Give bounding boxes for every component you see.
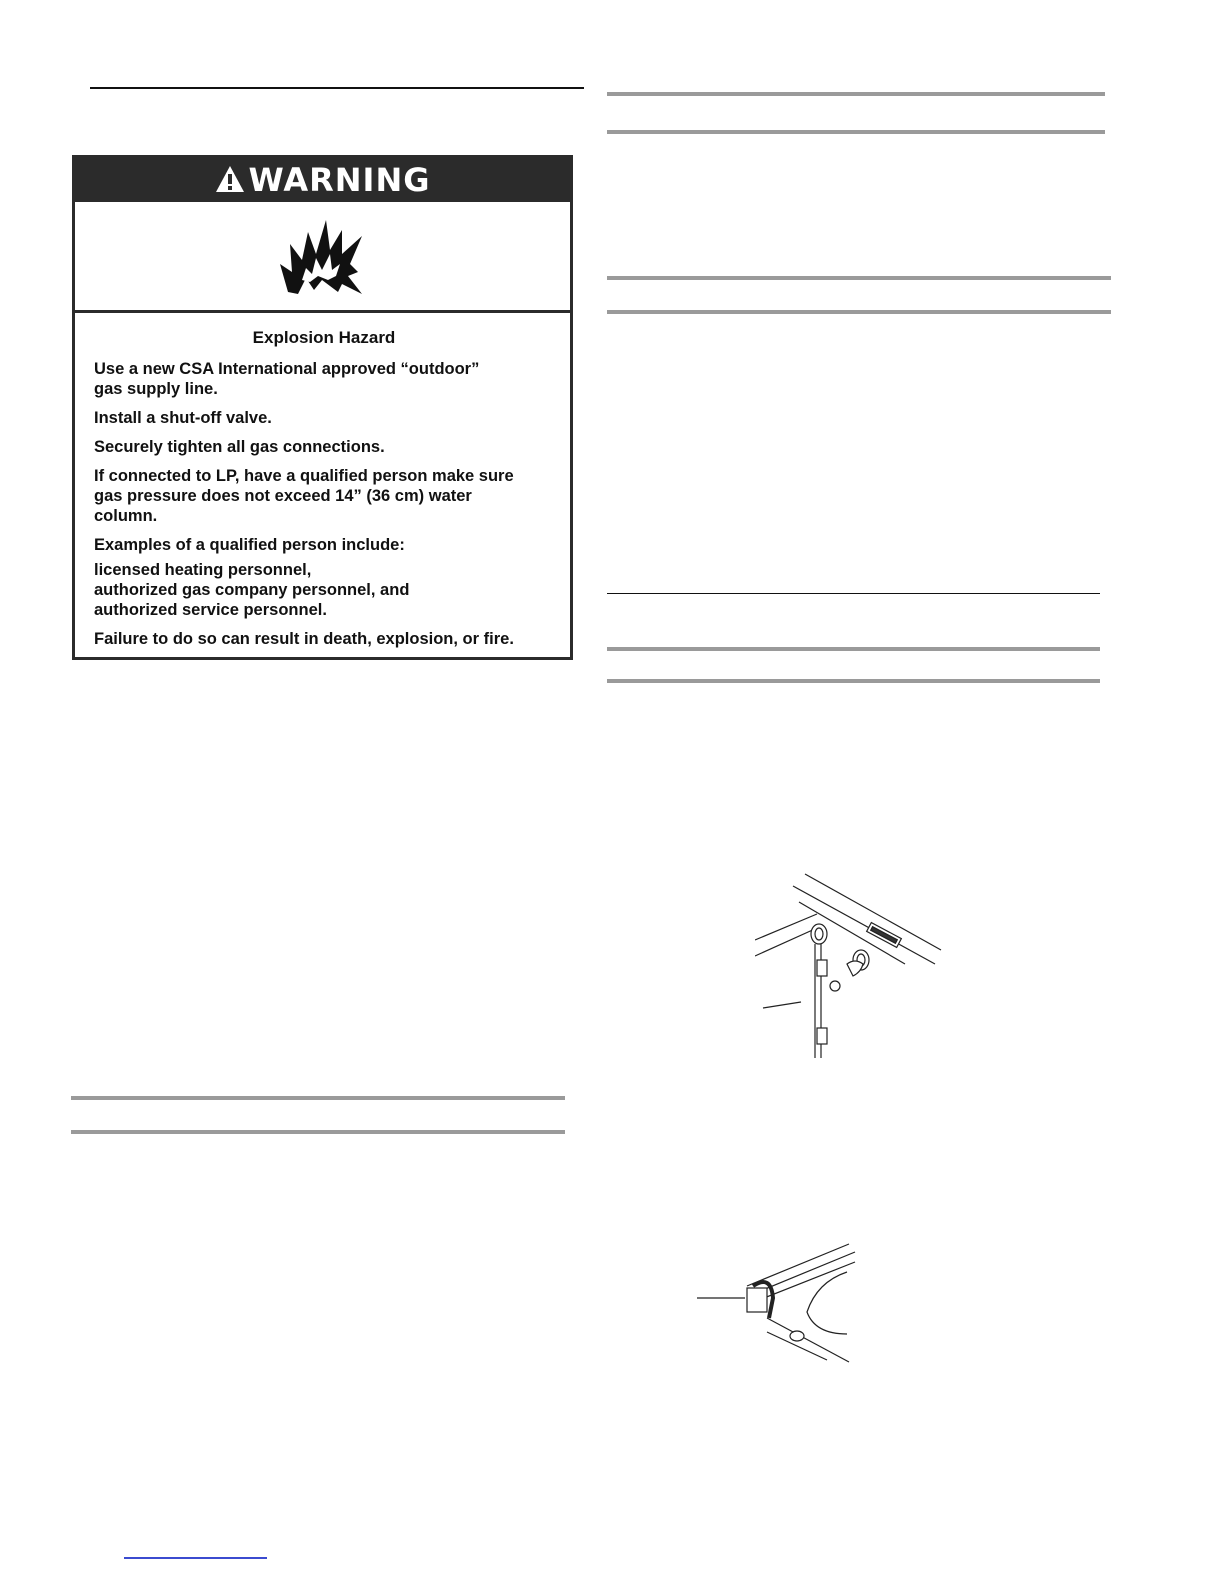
warning-header [75,158,570,202]
warning-triangle-icon [215,165,245,193]
warning-line: licensed heating personnel, authorized gas company personnel, and authorized service personnel. [94,561,410,619]
section-rule-right-1 [607,92,1105,96]
warning-graphic [75,202,570,313]
footer-link-underline[interactable] [124,1557,267,1559]
section-rule-left-1 [71,1096,565,1100]
section-rule-right-4 [607,310,1111,314]
section-rule-right-5 [607,593,1100,594]
hazard-title: Explosion Hazard [252,328,396,347]
warning-line: Securely tighten all gas connections. [94,438,385,456]
section-rule-right-2 [607,130,1105,134]
warning-line: Use a new CSA International approved “outdoor” gas supply line. [94,360,480,398]
valve-assembly-figure [755,868,950,1063]
explosion-icon [278,214,368,298]
section-rule-right-6 [607,647,1100,651]
warning-text [94,328,554,658]
warning-line: If connected to LP, have a qualified person make sure gas pressure does not exceed 14” (36 cm) water column. [94,467,514,525]
section-rule-right-3 [607,276,1111,280]
warning-line: Failure to do so can result in death, explosion, or fire. [94,630,514,648]
section-rule-top-left [90,87,584,89]
warning-line: Examples of a qualified person include: [94,536,405,554]
warning-box [72,155,573,660]
warning-line: Install a shut-off valve. [94,409,272,427]
warning-title: WARNING [248,161,431,199]
control-panel-figure [697,1240,857,1370]
section-rule-right-7 [607,679,1100,683]
section-rule-left-2 [71,1130,565,1134]
